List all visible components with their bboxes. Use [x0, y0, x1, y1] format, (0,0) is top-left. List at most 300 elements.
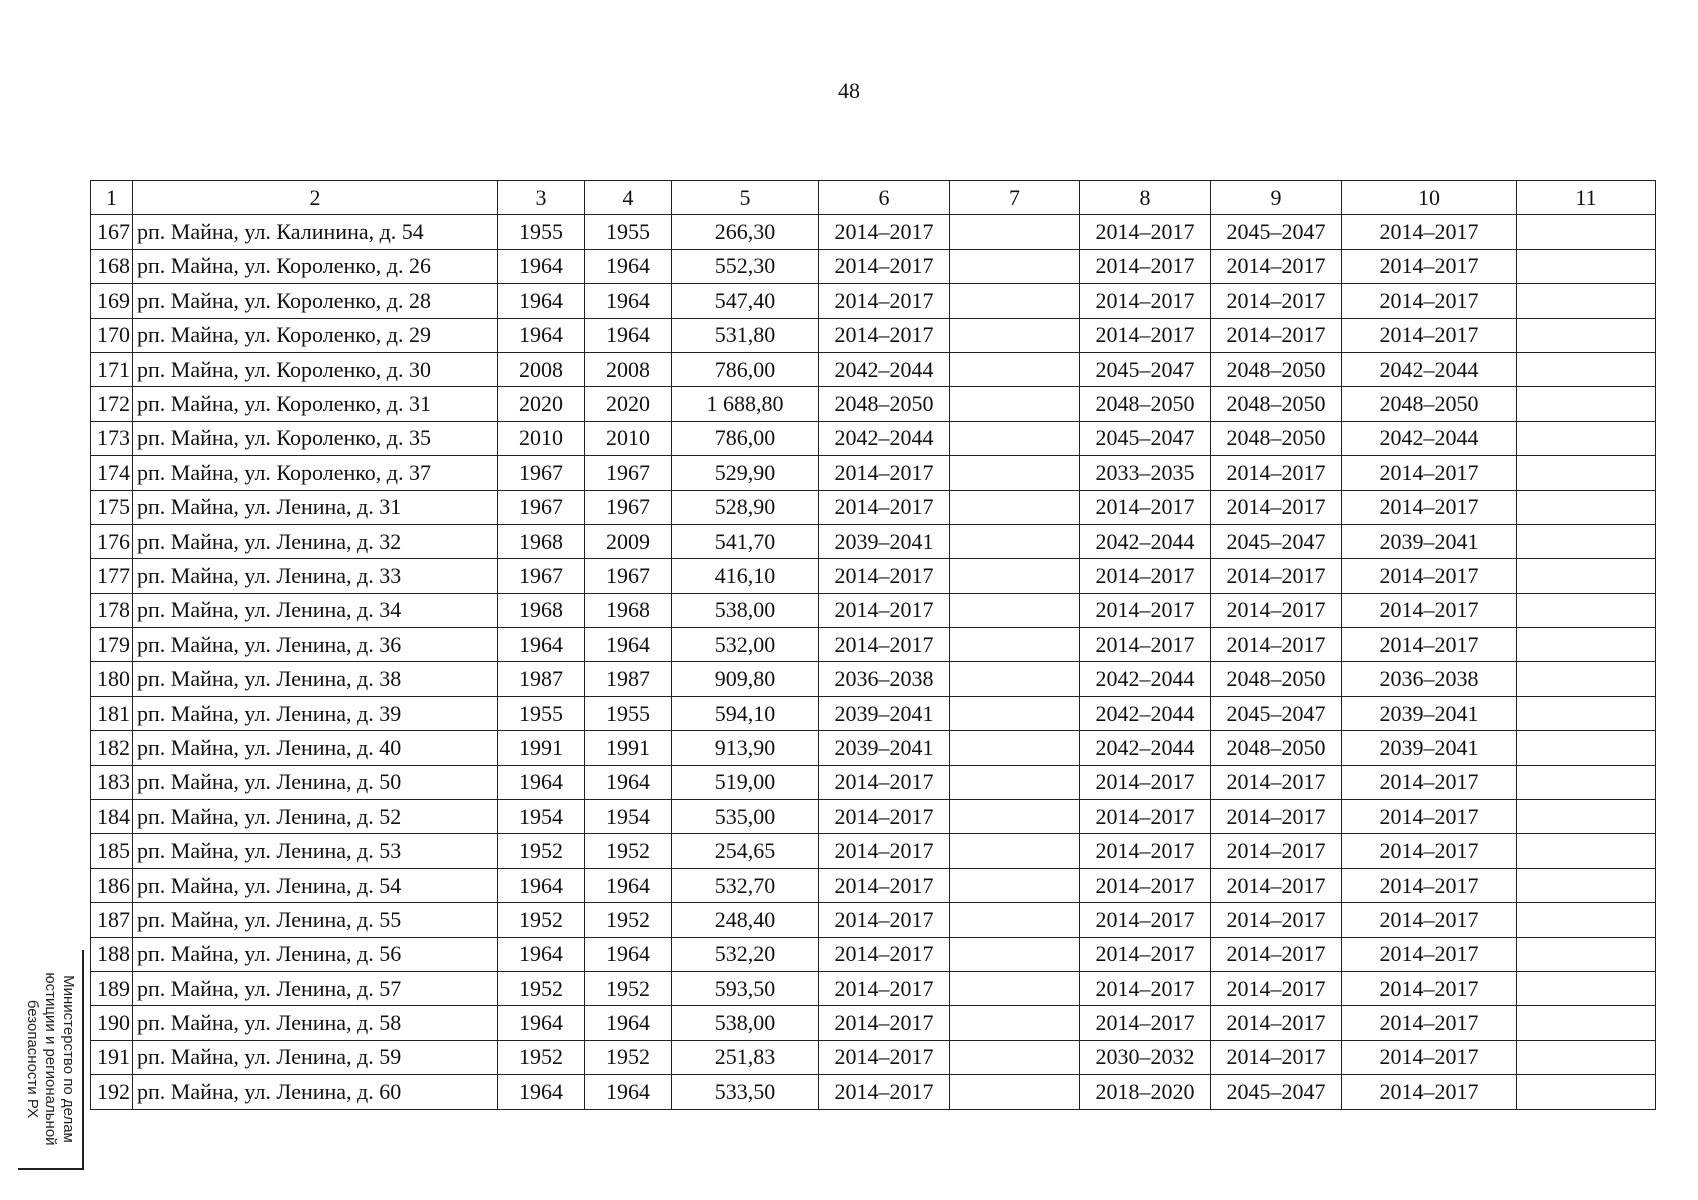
table-row [91, 524, 1656, 558]
period-col-7-cell [950, 765, 1080, 799]
commission-year-cell: 1964 [585, 249, 672, 283]
period-col-11-cell [1517, 937, 1656, 971]
period-col-9-cell: 2048–2050 [1211, 352, 1342, 386]
build-year-cell: 1955 [498, 696, 585, 730]
period-col-9-cell: 2045–2047 [1211, 215, 1342, 249]
period-col-11-cell [1517, 696, 1656, 730]
commission-year-cell: 1952 [585, 1040, 672, 1074]
period-col-10-cell: 2014–2017 [1342, 318, 1517, 352]
table-row [91, 731, 1656, 765]
period-col-6-cell: 2042–2044 [819, 352, 950, 386]
build-year-cell: 2008 [498, 352, 585, 386]
period-col-11-cell [1517, 490, 1656, 524]
address-cell: рп. Майна, ул. Ленина, д. 33 [133, 559, 498, 593]
period-col-7-cell [950, 593, 1080, 627]
commission-year-cell: 1955 [585, 215, 672, 249]
period-col-11-cell [1517, 800, 1656, 834]
column-header: 6 [819, 181, 950, 215]
commission-year-cell: 1955 [585, 696, 672, 730]
period-col-6-cell: 2014–2017 [819, 800, 950, 834]
period-col-10-cell: 2014–2017 [1342, 765, 1517, 799]
period-col-7-cell [950, 387, 1080, 421]
period-col-7-cell [950, 868, 1080, 902]
commission-year-cell: 2009 [585, 524, 672, 558]
column-header: 9 [1211, 181, 1342, 215]
period-col-6-cell: 2048–2050 [819, 387, 950, 421]
period-col-10-cell: 2014–2017 [1342, 456, 1517, 490]
period-col-11-cell [1517, 903, 1656, 937]
row-number-cell: 187 [91, 903, 133, 937]
period-col-10-cell: 2014–2017 [1342, 868, 1517, 902]
commission-year-cell: 1964 [585, 1075, 672, 1109]
period-col-10-cell: 2014–2017 [1342, 971, 1517, 1005]
build-year-cell: 1987 [498, 662, 585, 696]
build-year-cell: 1964 [498, 628, 585, 662]
period-col-9-cell: 2014–2017 [1211, 765, 1342, 799]
period-col-11-cell [1517, 765, 1656, 799]
period-col-11-cell [1517, 524, 1656, 558]
build-year-cell: 1964 [498, 249, 585, 283]
build-year-cell: 1964 [498, 1075, 585, 1109]
table-row [91, 696, 1656, 730]
build-year-cell: 1955 [498, 215, 585, 249]
column-header: 8 [1080, 181, 1211, 215]
build-year-cell: 1964 [498, 765, 585, 799]
area-cell: 786,00 [672, 352, 819, 386]
period-col-10-cell: 2042–2044 [1342, 352, 1517, 386]
period-col-11-cell [1517, 559, 1656, 593]
period-col-8-cell: 2048–2050 [1080, 387, 1211, 421]
build-year-cell: 1952 [498, 971, 585, 1005]
address-cell: рп. Майна, ул. Короленко, д. 29 [133, 318, 498, 352]
period-col-6-cell: 2039–2041 [819, 731, 950, 765]
area-cell: 251,83 [672, 1040, 819, 1074]
period-col-10-cell: 2014–2017 [1342, 1075, 1517, 1109]
address-cell: рп. Майна, ул. Ленина, д. 31 [133, 490, 498, 524]
table-row [91, 765, 1656, 799]
period-col-7-cell [950, 284, 1080, 318]
period-col-10-cell: 2036–2038 [1342, 662, 1517, 696]
period-col-9-cell: 2014–2017 [1211, 318, 1342, 352]
period-col-10-cell: 2014–2017 [1342, 490, 1517, 524]
period-col-9-cell: 2048–2050 [1211, 387, 1342, 421]
address-cell: рп. Майна, ул. Короленко, д. 35 [133, 421, 498, 455]
address-cell: рп. Майна, ул. Ленина, д. 58 [133, 1006, 498, 1040]
area-cell: 529,90 [672, 456, 819, 490]
build-year-cell: 1954 [498, 800, 585, 834]
period-col-8-cell: 2014–2017 [1080, 249, 1211, 283]
row-number-cell: 173 [91, 421, 133, 455]
period-col-7-cell [950, 215, 1080, 249]
address-cell: рп. Майна, ул. Ленина, д. 50 [133, 765, 498, 799]
commission-year-cell: 1952 [585, 834, 672, 868]
build-year-cell: 1964 [498, 318, 585, 352]
period-col-11-cell [1517, 215, 1656, 249]
period-col-10-cell: 2014–2017 [1342, 1040, 1517, 1074]
build-year-cell: 1967 [498, 559, 585, 593]
area-cell: 541,70 [672, 524, 819, 558]
period-col-9-cell: 2014–2017 [1211, 903, 1342, 937]
row-number-cell: 191 [91, 1040, 133, 1074]
area-cell: 593,50 [672, 971, 819, 1005]
period-col-6-cell: 2014–2017 [819, 249, 950, 283]
commission-year-cell: 1954 [585, 800, 672, 834]
column-header: 10 [1342, 181, 1517, 215]
row-number-cell: 184 [91, 800, 133, 834]
row-number-cell: 189 [91, 971, 133, 1005]
column-header: 2 [133, 181, 498, 215]
period-col-8-cell: 2018–2020 [1080, 1075, 1211, 1109]
build-year-cell: 1968 [498, 593, 585, 627]
period-col-9-cell: 2014–2017 [1211, 559, 1342, 593]
commission-year-cell: 1967 [585, 490, 672, 524]
header-row [91, 181, 1656, 215]
page-number: 48 [838, 78, 860, 103]
period-col-9-cell: 2014–2017 [1211, 800, 1342, 834]
address-cell: рп. Майна, ул. Ленина, д. 39 [133, 696, 498, 730]
period-col-11-cell [1517, 834, 1656, 868]
period-col-6-cell: 2014–2017 [819, 765, 950, 799]
period-col-10-cell: 2014–2017 [1342, 249, 1517, 283]
period-col-10-cell: 2042–2044 [1342, 421, 1517, 455]
area-cell: 416,10 [672, 559, 819, 593]
table-row [91, 593, 1656, 627]
row-number-cell: 171 [91, 352, 133, 386]
area-cell: 538,00 [672, 593, 819, 627]
period-col-9-cell: 2014–2017 [1211, 1006, 1342, 1040]
period-col-6-cell: 2039–2041 [819, 524, 950, 558]
commission-year-cell: 1964 [585, 937, 672, 971]
period-col-6-cell: 2014–2017 [819, 559, 950, 593]
period-col-6-cell: 2014–2017 [819, 834, 950, 868]
period-col-9-cell: 2014–2017 [1211, 971, 1342, 1005]
build-year-cell: 2020 [498, 387, 585, 421]
address-cell: рп. Майна, ул. Ленина, д. 36 [133, 628, 498, 662]
stamp-text [23, 950, 77, 1168]
row-number-cell: 181 [91, 696, 133, 730]
address-cell: рп. Майна, ул. Короленко, д. 26 [133, 249, 498, 283]
period-col-11-cell [1517, 1040, 1656, 1074]
period-col-9-cell: 2048–2050 [1211, 731, 1342, 765]
period-col-8-cell: 2042–2044 [1080, 731, 1211, 765]
row-number-cell: 179 [91, 628, 133, 662]
period-col-6-cell: 2014–2017 [819, 1040, 950, 1074]
table-row [91, 903, 1656, 937]
period-col-6-cell: 2042–2044 [819, 421, 950, 455]
period-col-7-cell [950, 1040, 1080, 1074]
period-col-9-cell: 2014–2017 [1211, 1040, 1342, 1074]
area-cell: 913,90 [672, 731, 819, 765]
period-col-8-cell: 2033–2035 [1080, 456, 1211, 490]
area-cell: 254,65 [672, 834, 819, 868]
table-row [91, 937, 1656, 971]
address-cell: рп. Майна, ул. Ленина, д. 57 [133, 971, 498, 1005]
commission-year-cell: 1964 [585, 284, 672, 318]
period-col-6-cell: 2014–2017 [819, 490, 950, 524]
period-col-6-cell: 2014–2017 [819, 937, 950, 971]
table-row [91, 868, 1656, 902]
table-row [91, 249, 1656, 283]
build-year-cell: 1952 [498, 834, 585, 868]
table-row [91, 284, 1656, 318]
area-cell: 786,00 [672, 421, 819, 455]
period-col-9-cell: 2014–2017 [1211, 284, 1342, 318]
commission-year-cell: 1952 [585, 903, 672, 937]
period-col-11-cell [1517, 352, 1656, 386]
address-cell: рп. Майна, ул. Ленина, д. 34 [133, 593, 498, 627]
area-cell: 532,00 [672, 628, 819, 662]
period-col-7-cell [950, 524, 1080, 558]
period-col-8-cell: 2014–2017 [1080, 559, 1211, 593]
period-col-8-cell: 2014–2017 [1080, 215, 1211, 249]
period-col-6-cell: 2014–2017 [819, 284, 950, 318]
period-col-10-cell: 2014–2017 [1342, 284, 1517, 318]
address-cell: рп. Майна, ул. Ленина, д. 32 [133, 524, 498, 558]
period-col-8-cell: 2014–2017 [1080, 1006, 1211, 1040]
period-col-9-cell: 2045–2047 [1211, 524, 1342, 558]
table-row [91, 1040, 1656, 1074]
address-cell: рп. Майна, ул. Ленина, д. 59 [133, 1040, 498, 1074]
table-row [91, 387, 1656, 421]
period-col-8-cell: 2014–2017 [1080, 937, 1211, 971]
area-cell: 528,90 [672, 490, 819, 524]
period-col-11-cell [1517, 593, 1656, 627]
table-row [91, 559, 1656, 593]
period-col-7-cell [950, 662, 1080, 696]
table-row [91, 971, 1656, 1005]
period-col-10-cell: 2014–2017 [1342, 903, 1517, 937]
table-row [91, 318, 1656, 352]
period-col-8-cell: 2042–2044 [1080, 696, 1211, 730]
table-row [91, 421, 1656, 455]
row-number-cell: 190 [91, 1006, 133, 1040]
area-cell: 248,40 [672, 903, 819, 937]
period-col-9-cell: 2048–2050 [1211, 662, 1342, 696]
build-year-cell: 1991 [498, 731, 585, 765]
area-cell: 1 688,80 [672, 387, 819, 421]
table-row [91, 352, 1656, 386]
period-col-6-cell: 2014–2017 [819, 593, 950, 627]
period-col-7-cell [950, 800, 1080, 834]
period-col-6-cell: 2014–2017 [819, 628, 950, 662]
period-col-6-cell: 2036–2038 [819, 662, 950, 696]
row-number-cell: 169 [91, 284, 133, 318]
build-year-cell: 1964 [498, 1006, 585, 1040]
period-col-7-cell [950, 1075, 1080, 1109]
period-col-6-cell: 2014–2017 [819, 215, 950, 249]
period-col-11-cell [1517, 628, 1656, 662]
table-row [91, 490, 1656, 524]
commission-year-cell: 2020 [585, 387, 672, 421]
period-col-7-cell [950, 937, 1080, 971]
period-col-10-cell: 2014–2017 [1342, 800, 1517, 834]
row-number-cell: 192 [91, 1075, 133, 1109]
period-col-8-cell: 2014–2017 [1080, 765, 1211, 799]
period-col-6-cell: 2014–2017 [819, 318, 950, 352]
period-col-11-cell [1517, 387, 1656, 421]
period-col-11-cell [1517, 662, 1656, 696]
period-col-10-cell: 2039–2041 [1342, 524, 1517, 558]
area-cell: 533,50 [672, 1075, 819, 1109]
period-col-10-cell: 2014–2017 [1342, 559, 1517, 593]
period-col-9-cell: 2014–2017 [1211, 593, 1342, 627]
build-year-cell: 1952 [498, 1040, 585, 1074]
period-col-10-cell: 2014–2017 [1342, 593, 1517, 627]
period-col-7-cell [950, 559, 1080, 593]
period-col-6-cell: 2014–2017 [819, 456, 950, 490]
address-cell: рп. Майна, ул. Короленко, д. 28 [133, 284, 498, 318]
area-cell: 519,00 [672, 765, 819, 799]
period-col-8-cell: 2014–2017 [1080, 800, 1211, 834]
commission-year-cell: 1964 [585, 318, 672, 352]
period-col-10-cell: 2014–2017 [1342, 628, 1517, 662]
address-cell: рп. Майна, ул. Короленко, д. 37 [133, 456, 498, 490]
commission-year-cell: 1987 [585, 662, 672, 696]
period-col-10-cell: 2014–2017 [1342, 215, 1517, 249]
address-cell: рп. Майна, ул. Ленина, д. 52 [133, 800, 498, 834]
period-col-8-cell: 2030–2032 [1080, 1040, 1211, 1074]
table-body [91, 215, 1656, 1109]
period-col-8-cell: 2014–2017 [1080, 593, 1211, 627]
period-col-8-cell: 2014–2017 [1080, 868, 1211, 902]
period-col-10-cell: 2039–2041 [1342, 731, 1517, 765]
build-year-cell: 1964 [498, 937, 585, 971]
period-col-8-cell: 2014–2017 [1080, 284, 1211, 318]
commission-year-cell: 1964 [585, 765, 672, 799]
period-col-9-cell: 2014–2017 [1211, 490, 1342, 524]
period-col-9-cell: 2014–2017 [1211, 628, 1342, 662]
period-col-6-cell: 2014–2017 [819, 903, 950, 937]
build-year-cell: 1968 [498, 524, 585, 558]
commission-year-cell: 1964 [585, 868, 672, 902]
period-col-9-cell: 2048–2050 [1211, 421, 1342, 455]
table-row [91, 456, 1656, 490]
area-cell: 535,00 [672, 800, 819, 834]
address-cell: рп. Майна, ул. Ленина, д. 54 [133, 868, 498, 902]
row-number-cell: 170 [91, 318, 133, 352]
period-col-11-cell [1517, 971, 1656, 1005]
address-cell: рп. Майна, ул. Ленина, д. 55 [133, 903, 498, 937]
area-cell: 538,00 [672, 1006, 819, 1040]
ministry-stamp [18, 950, 84, 1170]
period-col-7-cell [950, 352, 1080, 386]
period-col-6-cell: 2039–2041 [819, 696, 950, 730]
area-cell: 552,30 [672, 249, 819, 283]
build-year-cell: 1952 [498, 903, 585, 937]
column-header: 7 [950, 181, 1080, 215]
commission-year-cell: 1964 [585, 628, 672, 662]
build-year-cell: 1967 [498, 490, 585, 524]
column-header: 4 [585, 181, 672, 215]
row-number-cell: 172 [91, 387, 133, 421]
build-year-cell: 1964 [498, 284, 585, 318]
commission-year-cell: 1964 [585, 1006, 672, 1040]
row-number-cell: 180 [91, 662, 133, 696]
period-col-11-cell [1517, 731, 1656, 765]
period-col-11-cell [1517, 318, 1656, 352]
stamp-line: юстиции и региональной [42, 972, 59, 1146]
address-cell: рп. Майна, ул. Ленина, д. 40 [133, 731, 498, 765]
row-number-cell: 174 [91, 456, 133, 490]
area-cell: 909,80 [672, 662, 819, 696]
period-col-7-cell [950, 1006, 1080, 1040]
period-col-6-cell: 2014–2017 [819, 971, 950, 1005]
row-number-cell: 175 [91, 490, 133, 524]
build-year-cell: 2010 [498, 421, 585, 455]
area-cell: 532,20 [672, 937, 819, 971]
row-number-cell: 183 [91, 765, 133, 799]
column-header: 11 [1517, 181, 1656, 215]
stamp-line: безопасности РХ [24, 999, 41, 1119]
period-col-9-cell: 2014–2017 [1211, 937, 1342, 971]
table-row [91, 215, 1656, 249]
area-cell: 531,80 [672, 318, 819, 352]
period-col-9-cell: 2045–2047 [1211, 696, 1342, 730]
period-col-7-cell [950, 490, 1080, 524]
period-col-7-cell [950, 249, 1080, 283]
period-col-8-cell: 2045–2047 [1080, 421, 1211, 455]
row-number-cell: 188 [91, 937, 133, 971]
address-cell: рп. Майна, ул. Ленина, д. 38 [133, 662, 498, 696]
commission-year-cell: 2008 [585, 352, 672, 386]
row-number-cell: 185 [91, 834, 133, 868]
table-row [91, 800, 1656, 834]
area-cell: 532,70 [672, 868, 819, 902]
address-cell: рп. Майна, ул. Короленко, д. 31 [133, 387, 498, 421]
period-col-8-cell: 2014–2017 [1080, 318, 1211, 352]
commission-year-cell: 1967 [585, 456, 672, 490]
commission-year-cell: 1991 [585, 731, 672, 765]
commission-year-cell: 2010 [585, 421, 672, 455]
commission-year-cell: 1952 [585, 971, 672, 1005]
table-row [91, 628, 1656, 662]
column-header: 3 [498, 181, 585, 215]
period-col-7-cell [950, 971, 1080, 1005]
address-cell: рп. Майна, ул. Калинина, д. 54 [133, 215, 498, 249]
row-number-cell: 177 [91, 559, 133, 593]
period-col-9-cell: 2045–2047 [1211, 1075, 1342, 1109]
period-col-11-cell [1517, 284, 1656, 318]
column-header: 1 [91, 181, 133, 215]
row-number-cell: 178 [91, 593, 133, 627]
row-number-cell: 176 [91, 524, 133, 558]
period-col-9-cell: 2014–2017 [1211, 456, 1342, 490]
area-cell: 547,40 [672, 284, 819, 318]
period-col-8-cell: 2045–2047 [1080, 352, 1211, 386]
row-number-cell: 168 [91, 249, 133, 283]
stamp-line: Министерство по делам [60, 975, 77, 1143]
address-cell: рп. Майна, ул. Ленина, д. 60 [133, 1075, 498, 1109]
table-row [91, 1006, 1656, 1040]
period-col-7-cell [950, 318, 1080, 352]
period-col-6-cell: 2014–2017 [819, 1075, 950, 1109]
period-col-8-cell: 2014–2017 [1080, 628, 1211, 662]
address-cell: рп. Майна, ул. Короленко, д. 30 [133, 352, 498, 386]
period-col-10-cell: 2048–2050 [1342, 387, 1517, 421]
table-row [91, 662, 1656, 696]
area-cell: 594,10 [672, 696, 819, 730]
period-col-10-cell: 2039–2041 [1342, 696, 1517, 730]
period-col-11-cell [1517, 868, 1656, 902]
period-col-8-cell: 2014–2017 [1080, 971, 1211, 1005]
housing-table [90, 180, 1656, 1110]
address-cell: рп. Майна, ул. Ленина, д. 53 [133, 834, 498, 868]
period-col-7-cell [950, 903, 1080, 937]
period-col-8-cell: 2014–2017 [1080, 834, 1211, 868]
period-col-9-cell: 2014–2017 [1211, 834, 1342, 868]
period-col-10-cell: 2014–2017 [1342, 1006, 1517, 1040]
period-col-11-cell [1517, 1006, 1656, 1040]
